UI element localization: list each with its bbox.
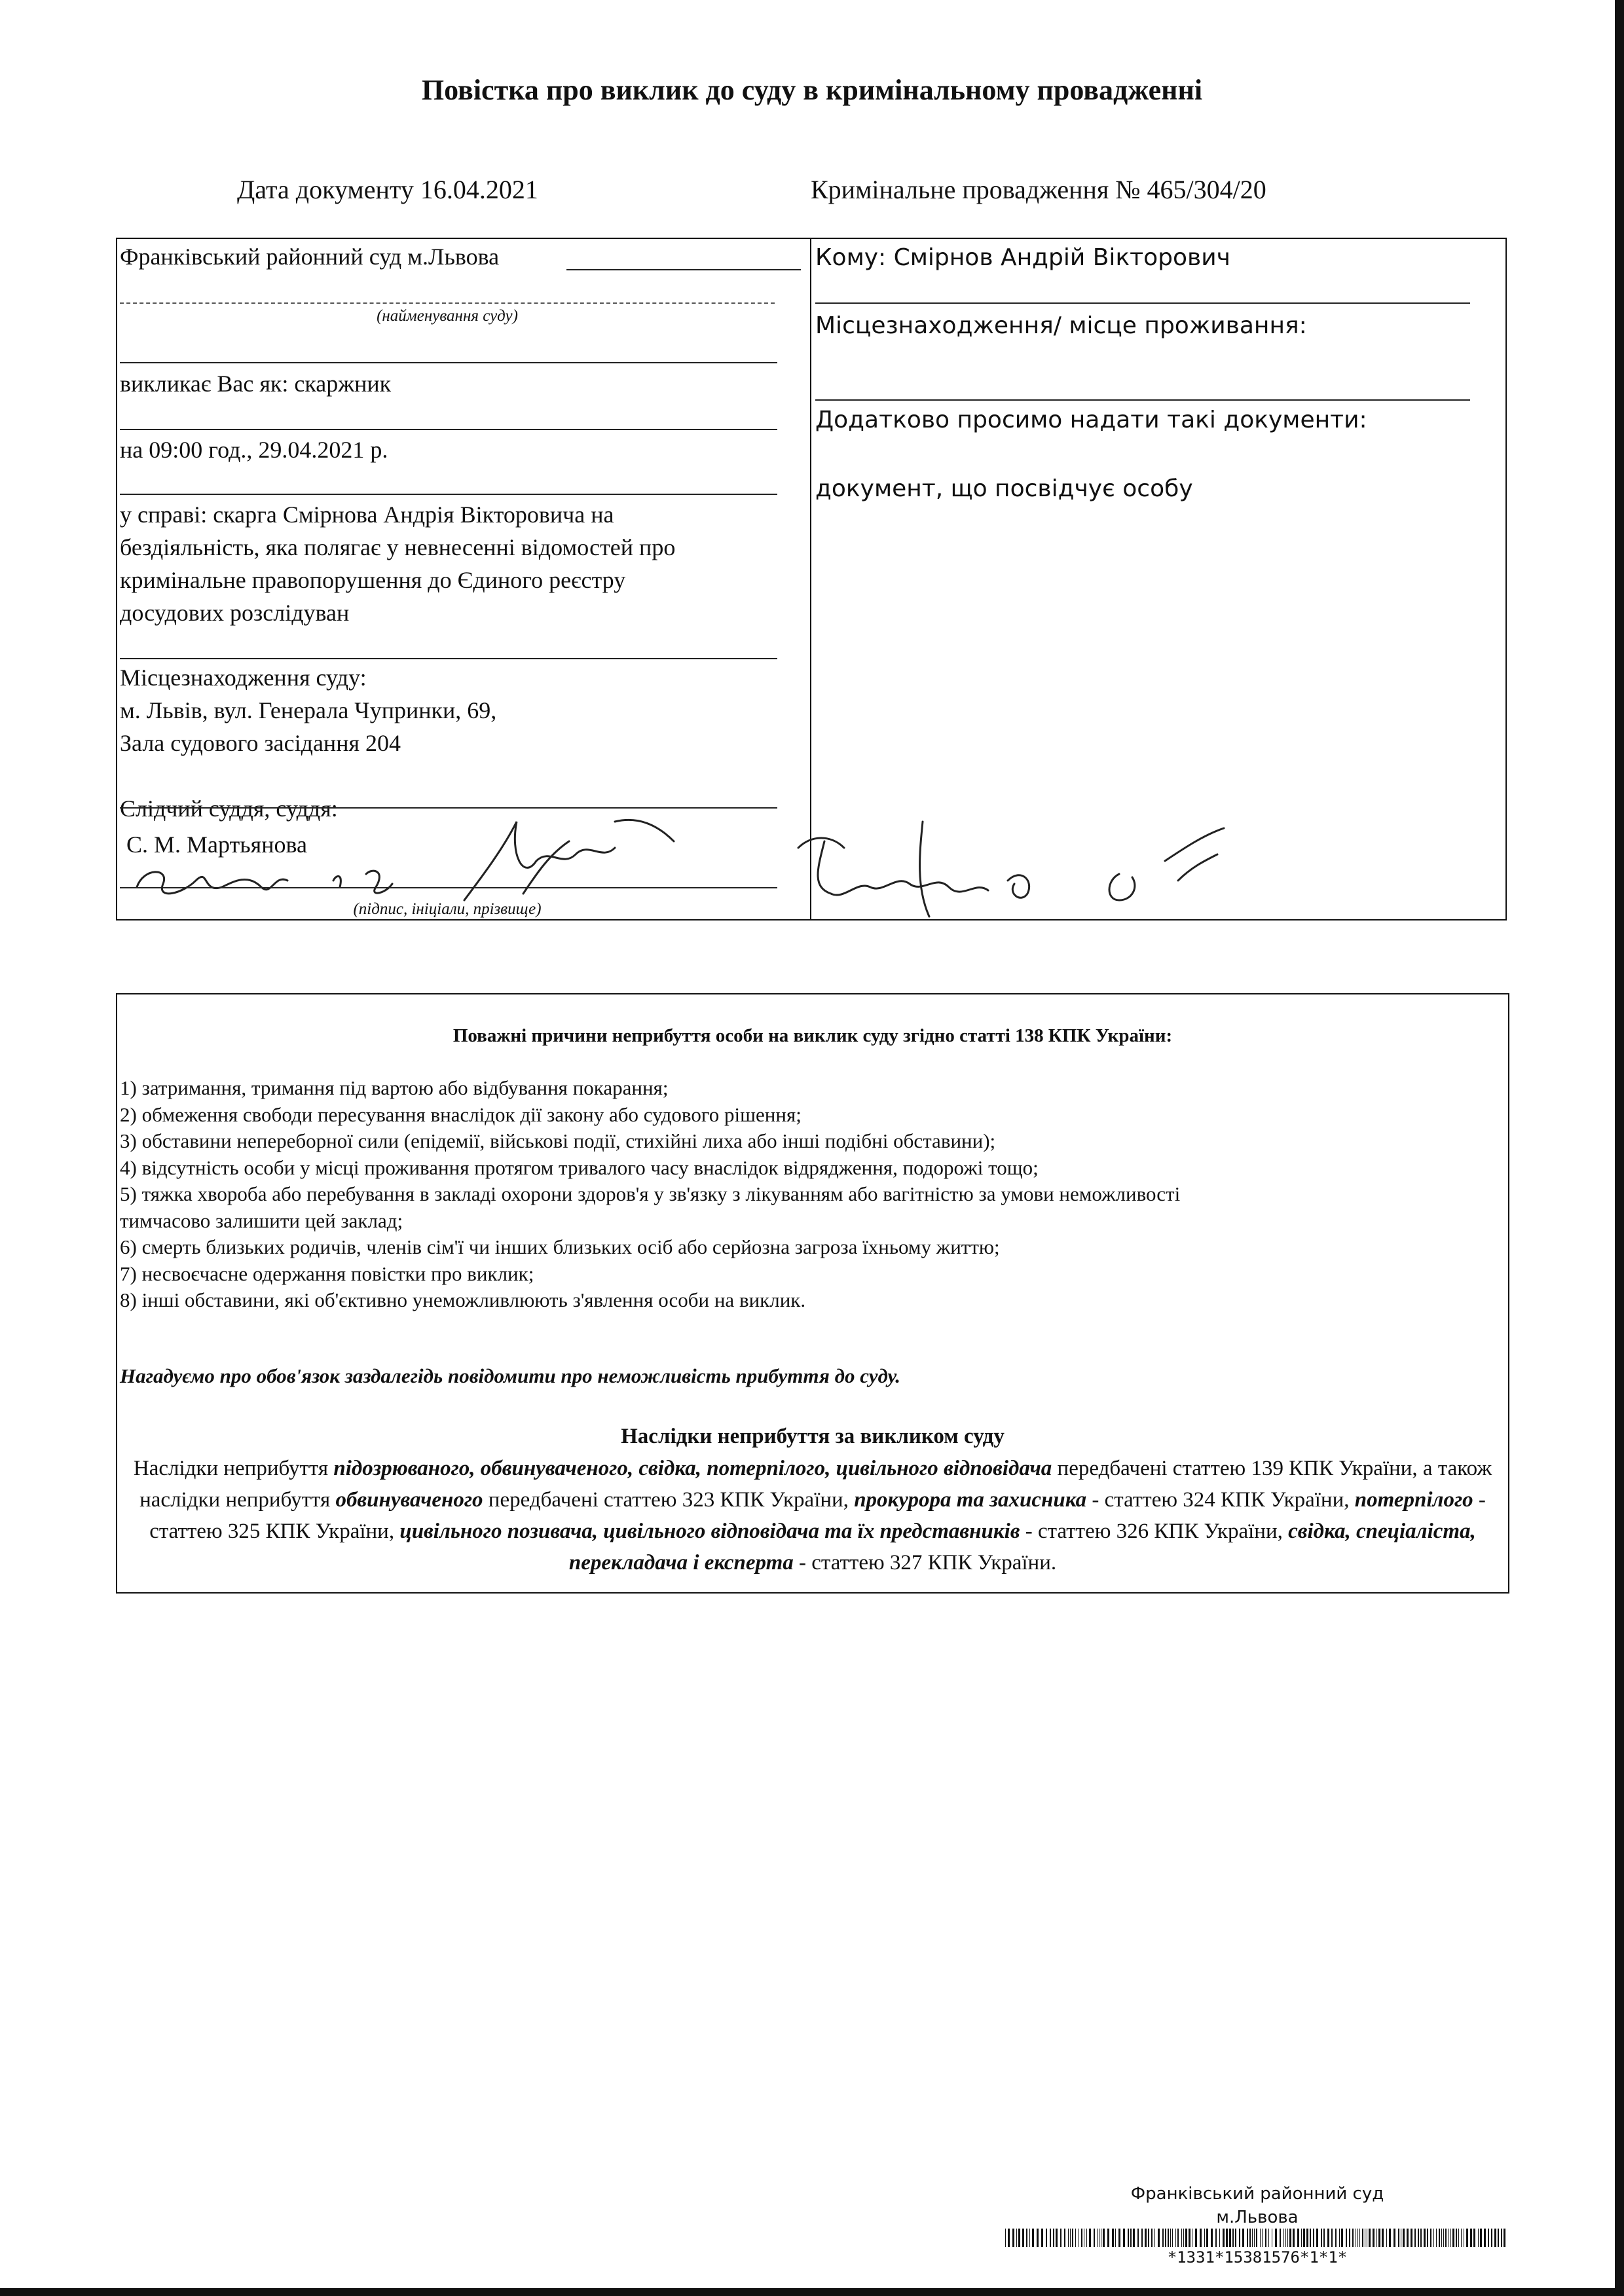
barcode-bar (1478, 2229, 1479, 2247)
barcode-bar (1389, 2229, 1391, 2247)
barcode-bar (1181, 2229, 1182, 2247)
reason-item: 8) інші обставини, які об'єктивно унеможливлюють з'явлення особи на виклик. (120, 1288, 806, 1311)
barcode-bar (1068, 2229, 1069, 2247)
barcode-bar (1321, 2229, 1322, 2247)
barcode-bar (1177, 2229, 1179, 2247)
reason-item: тимчасово залишити цей заклад; (120, 1209, 403, 1232)
barcode-bar (1086, 2229, 1087, 2247)
barcode-bar (1012, 2229, 1014, 2247)
barcode-bar (1289, 2229, 1291, 2247)
barcode-bar (1386, 2229, 1387, 2247)
barcode-bar (1183, 2229, 1184, 2247)
consequences-title: Наслідки неприбуття за викликом суду (621, 1425, 1005, 1448)
barcode-bar (1094, 2229, 1095, 2247)
barcode-bar (1016, 2229, 1017, 2247)
reasons-title: Поважні причини неприбуття особи на виклик суду згідно статті 138 КПК України: (452, 1025, 1173, 1046)
barcode-bar (1470, 2229, 1472, 2247)
barcode-bar (1443, 2229, 1444, 2247)
barcode-bar (1037, 2229, 1039, 2247)
barcode-bar (1162, 2229, 1164, 2247)
consequences-part: потерпілого (1354, 1488, 1473, 1512)
barcode-bar (1268, 2229, 1269, 2247)
barcode-bar (1005, 2229, 1006, 2247)
barcode-bar (1154, 2229, 1155, 2247)
handwritten-signature (117, 795, 1230, 920)
barcode-bar (1411, 2229, 1412, 2247)
barcode (1005, 2229, 1509, 2247)
barcode-bar (1158, 2229, 1160, 2247)
judge-label: Слідчий суддя, суддя: (120, 795, 338, 822)
barcode-bar (1433, 2229, 1434, 2247)
location-label: Місцезнаходження суду: (120, 665, 367, 691)
summoned-as: викликає Вас як: скаржник (120, 371, 392, 397)
barcode-bar (1175, 2229, 1176, 2247)
barcode-bar (1373, 2229, 1375, 2247)
barcode-bar (1341, 2229, 1343, 2247)
barcode-bar (1287, 2229, 1288, 2247)
barcode-bar (1357, 2229, 1358, 2247)
barcode-bar (1331, 2229, 1333, 2247)
reason-item: 1) затримання, тримання під вартою або відбування покарання; (120, 1076, 669, 1099)
barcode-bar (1456, 2229, 1457, 2247)
footer-court (1074, 2182, 1441, 2229)
reasons-list (120, 1075, 1495, 1314)
barcode-bar (1232, 2229, 1234, 2247)
barcode-bar (1026, 2229, 1027, 2247)
consequences-part: цивільного позивача, цивільного відповідача та їх представників (399, 1520, 1020, 1543)
reason-item: 7) несвоєчасне одержання повістки про виклик; (120, 1262, 534, 1285)
barcode-bar (1249, 2229, 1251, 2247)
barcode-bar (1229, 2229, 1231, 2247)
barcode-bar (1107, 2229, 1109, 2247)
hearing-time: на 09:00 год., 29.04.2021 р. (120, 437, 388, 463)
barcode-bar (1056, 2229, 1058, 2247)
consequences-part: - статтею 327 КПК України. (793, 1551, 1057, 1575)
consequences-part: Наслідки неприбуття (133, 1457, 334, 1480)
barcode-bar (1133, 2229, 1135, 2247)
barcode-bar (1450, 2229, 1451, 2247)
rule-3 (120, 494, 777, 495)
court-location (120, 661, 496, 759)
barcode-bar (1148, 2229, 1149, 2247)
barcode-bar (1247, 2229, 1248, 2247)
address-line (815, 399, 1470, 401)
barcode-bar (1484, 2229, 1486, 2247)
barcode-bar (1141, 2229, 1143, 2247)
barcode-bar (1414, 2229, 1416, 2247)
barcode-bar (1242, 2229, 1244, 2247)
barcode-bar (1050, 2229, 1051, 2247)
consequences-part: прокурора та захисника (854, 1488, 1087, 1512)
barcode-bar (1306, 2229, 1308, 2247)
barcode-bar (1349, 2229, 1350, 2247)
barcode-bar (1378, 2229, 1380, 2247)
barcode-bar (1032, 2229, 1034, 2247)
barcode-bar (1323, 2229, 1325, 2247)
case-matter-line: досудових розслідуван (120, 600, 350, 626)
barcode-bar (1118, 2229, 1120, 2247)
document-date: Дата документу 16.04.2021 (237, 175, 538, 204)
barcode-bar (1316, 2229, 1318, 2247)
barcode-bar (1081, 2229, 1082, 2247)
required-document: документ, що посвідчує особу (815, 475, 1193, 502)
reason-item: 6) смерть близьких родичів, членів сім'ї чи інших близьких осіб або серйозна загроза їхньому життю; (120, 1235, 1000, 1258)
barcode-bar (1053, 2229, 1054, 2247)
barcode-bar (1283, 2229, 1284, 2247)
barcode-bar (1195, 2229, 1197, 2247)
barcode-bar (1376, 2229, 1377, 2247)
location-address: м. Львів, вул. Генерала Чупринки, 69, (120, 697, 497, 723)
barcode-bar (1418, 2229, 1419, 2247)
court-caption: (найменування суду) (377, 307, 518, 325)
barcode-bar (1480, 2229, 1482, 2247)
barcode-bar (1204, 2229, 1205, 2247)
barcode-bar (1504, 2229, 1505, 2247)
rule-4 (120, 658, 777, 659)
barcode-bar (1403, 2229, 1405, 2247)
barcode-bar (1235, 2229, 1236, 2247)
barcode-bar (1339, 2229, 1340, 2247)
notification-reminder: Нагадуємо про обов'язок заздалегідь повідомити про неможливість прибуття до суду. (120, 1364, 901, 1387)
consequences-part: передбачені статтею 323 КПК України, (483, 1488, 855, 1512)
barcode-bar (1498, 2229, 1499, 2247)
barcode-bar (1297, 2229, 1299, 2247)
barcode-bar (1424, 2229, 1426, 2247)
barcode-bar (1018, 2229, 1020, 2247)
barcode-bar (1280, 2229, 1281, 2247)
case-matter (120, 498, 675, 629)
barcode-bar (1046, 2229, 1047, 2247)
rule-1 (120, 362, 777, 363)
barcode-bar (1029, 2229, 1030, 2247)
barcode-bar (1369, 2229, 1371, 2247)
barcode-bar (1112, 2229, 1114, 2247)
consequences-text (124, 1453, 1502, 1578)
barcode-bar (1103, 2229, 1105, 2247)
consequences-part: передбачені статтею 139 КПК України, а також наслідки неприбуття (139, 1457, 1492, 1512)
barcode-bar (1128, 2229, 1129, 2247)
case-number: Кримінальне провадження № 465/304/20 (811, 175, 1266, 204)
barcode-bar (1260, 2229, 1261, 2247)
barcode-bar (1097, 2229, 1098, 2247)
barcode-bar (1262, 2229, 1263, 2247)
barcode-bar (1165, 2229, 1166, 2247)
consequences-part: свідка, спеціаліста, перекладача і експерта (568, 1520, 1476, 1575)
recipient: Кому: Смірнов Андрій Вікторович (815, 244, 1230, 271)
barcode-bar (1265, 2229, 1266, 2247)
barcode-bar (1226, 2229, 1228, 2247)
barcode-bar (1427, 2229, 1428, 2247)
barcode-bar (1089, 2229, 1091, 2247)
barcode-bar (1219, 2229, 1220, 2247)
reason-item: 4) відсутність особи у місці проживання протягом тривалого часу внаслідок відрядження, подорожі тощо; (120, 1156, 1039, 1179)
barcode-bar (1313, 2229, 1314, 2247)
barcode-bar (1441, 2229, 1442, 2247)
barcode-bar (1494, 2229, 1496, 2247)
barcode-bar (1075, 2229, 1076, 2247)
barcode-bar (1335, 2229, 1337, 2247)
barcode-bar (1491, 2229, 1492, 2247)
barcode-bar (1430, 2229, 1431, 2247)
barcode-bar (1285, 2229, 1286, 2247)
barcode-bar (1252, 2229, 1253, 2247)
summons-table (116, 238, 1507, 920)
barcode-bar (1362, 2229, 1363, 2247)
barcode-bar (1445, 2229, 1447, 2247)
barcode-bar (1254, 2229, 1255, 2247)
barcode-bar (1115, 2229, 1116, 2247)
barcode-bar (1352, 2229, 1354, 2247)
absence-reasons-box (116, 993, 1509, 1594)
court-name: Франківський районний суд м.Львова (120, 244, 500, 270)
recipient-line (815, 302, 1470, 304)
barcode-bar (1215, 2229, 1217, 2247)
barcode-bar (1452, 2229, 1454, 2247)
documents-request: Додатково просимо надати такі документи: (815, 407, 1367, 433)
barcode-bar (1303, 2229, 1305, 2247)
case-matter-line: кримінальне правопорушення до Єдиного реєстру (120, 567, 626, 593)
barcode-bar (1211, 2229, 1213, 2247)
barcode-bar (1168, 2229, 1169, 2247)
scan-edge-bottom (0, 2288, 1624, 2296)
barcode-bar (1137, 2229, 1139, 2247)
rule-2 (120, 429, 777, 430)
consequences-part: - статтею 326 КПК України, (1020, 1520, 1289, 1543)
barcode-bar (1200, 2229, 1202, 2247)
consequences-part: - статтею 325 КПК України, (149, 1488, 1486, 1543)
barcode-bar (1359, 2229, 1360, 2247)
barcode-bar (1206, 2229, 1208, 2247)
reason-item: 2) обмеження свободи пересування внаслідок дії закону або судового рішення; (120, 1102, 802, 1126)
reason-item: 5) тяжка хвороба або перебування в закладі охорони здоров'я у зв'язку з лікуванням або вагітністю за умови неможливості (120, 1182, 1181, 1205)
barcode-bar (1420, 2229, 1422, 2247)
judge-name: С. М. Мартьянова (126, 831, 308, 858)
footer-court-line: м.Львова (1216, 2208, 1299, 2227)
location-room: Зала судового засідання 204 (120, 730, 401, 756)
scan-edge-right (1615, 0, 1624, 2296)
footer-court-line: Франківський районний суд (1130, 2184, 1384, 2204)
barcode-bar (1436, 2229, 1437, 2247)
court-name-underline (566, 269, 801, 270)
barcode-bar (1223, 2229, 1225, 2247)
barcode-bar (1072, 2229, 1073, 2247)
barcode-bar (1327, 2229, 1329, 2247)
barcode-bar (1382, 2229, 1384, 2247)
barcode-bar (1256, 2229, 1257, 2247)
barcode-bar (1473, 2229, 1475, 2247)
barcode-bar (1064, 2229, 1065, 2247)
barcode-bar (1130, 2229, 1132, 2247)
barcode-bar (1398, 2229, 1399, 2247)
reason-item: 3) обставини непереборної сили (епідемії, військові події, стихійні лиха або інші подібні обставини); (120, 1129, 996, 1152)
barcode-bar (1275, 2229, 1277, 2247)
barcode-text: *1331*15381576*1*1* (1167, 2248, 1348, 2267)
barcode-bar (1501, 2229, 1502, 2247)
case-matter-line: бездіяльність, яка полягає у невнесенні відомостей про (120, 534, 676, 560)
barcode-bar (1070, 2229, 1071, 2247)
barcode-bar (1407, 2229, 1409, 2247)
barcode-bar (1185, 2229, 1187, 2247)
barcode-bar (1022, 2229, 1024, 2247)
case-matter-line: у справі: скарга Смірнова Андрія Вікторовича на (120, 501, 614, 528)
signature-caption: (підпис, ініціали, прізвище) (353, 900, 542, 918)
barcode-bar (1239, 2229, 1240, 2247)
barcode-bar (1151, 2229, 1153, 2247)
barcode-bar (1458, 2229, 1459, 2247)
barcode-bar (1466, 2229, 1468, 2247)
court-dotted-line (120, 302, 775, 304)
barcode-bar (1041, 2229, 1043, 2247)
consequences-part: обвинуваченого (335, 1488, 483, 1512)
barcode-bar (1310, 2229, 1311, 2247)
document-title: Повістка про виклик до суду в кримінальному провадженні (421, 74, 1203, 106)
barcode-bar (1172, 2229, 1173, 2247)
barcode-bar (1301, 2229, 1302, 2247)
barcode-bar (1488, 2229, 1489, 2247)
barcode-bar (1170, 2229, 1171, 2247)
barcode-bar (1461, 2229, 1462, 2247)
consequences-part: підозрюваного, обвинуваченого, свідка, потерпілого, цивільного відповідача (333, 1457, 1052, 1480)
barcode-bar (1008, 2229, 1010, 2247)
barcode-bar (1293, 2229, 1295, 2247)
barcode-bar (1060, 2229, 1061, 2247)
barcode-bar (1189, 2229, 1190, 2247)
consequences-part: - статтею 324 КПК України, (1086, 1488, 1355, 1512)
barcode-bar (1123, 2229, 1125, 2247)
barcode-bar (1393, 2229, 1395, 2247)
barcode-bar (1145, 2229, 1147, 2247)
address-label: Місцезнаходження/ місце проживання: (815, 312, 1307, 339)
barcode-bar (1439, 2229, 1440, 2247)
barcode-bar (1346, 2229, 1347, 2247)
